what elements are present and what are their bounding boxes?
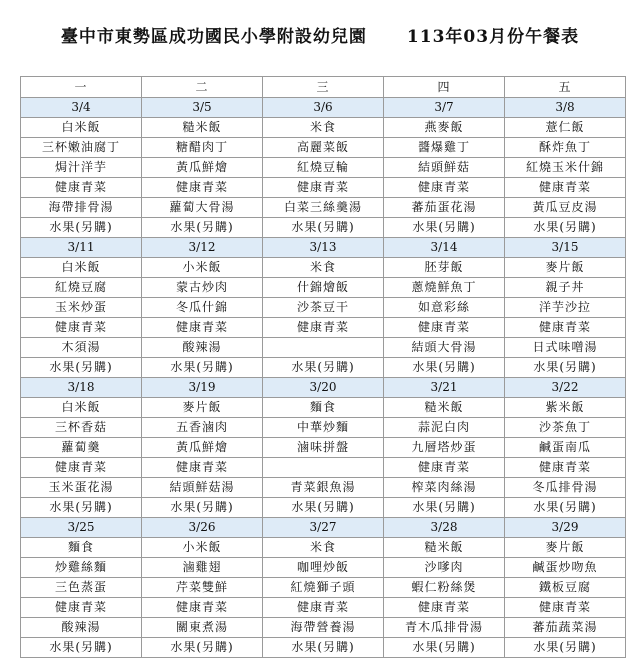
menu-row bbox=[21, 598, 626, 618]
menu-item: 蒜泥白肉 bbox=[384, 418, 505, 438]
menu-item: 水果(另購) bbox=[505, 498, 626, 518]
menu-item: 蕃茄蛋花湯 bbox=[384, 198, 505, 218]
menu-item: 水果(另購) bbox=[21, 638, 142, 658]
menu-row bbox=[21, 118, 626, 138]
menu-item: 小米飯 bbox=[142, 258, 263, 278]
menu-item: 健康青菜 bbox=[142, 458, 263, 478]
menu-item: 鐵板豆腐 bbox=[505, 578, 626, 598]
menu-item: 水果(另購) bbox=[384, 498, 505, 518]
date-row bbox=[21, 98, 626, 118]
menu-item: 蘿蔔大骨湯 bbox=[142, 198, 263, 218]
menu-item: 白菜三絲羹湯 bbox=[263, 198, 384, 218]
menu-item: 水果(另購) bbox=[263, 638, 384, 658]
menu-item: 玉米炒蛋 bbox=[21, 298, 142, 318]
menu-row bbox=[21, 318, 626, 338]
menu-item: 水果(另購) bbox=[263, 498, 384, 518]
menu-item: 胚芽飯 bbox=[384, 258, 505, 278]
menu-item: 健康青菜 bbox=[384, 458, 505, 478]
menu-item: 沙嗲肉 bbox=[384, 558, 505, 578]
weekday-header: 三 bbox=[263, 77, 384, 98]
menu-item: 水果(另購) bbox=[384, 638, 505, 658]
menu-item: 鹹蛋南瓜 bbox=[505, 438, 626, 458]
menu-item: 三杯香菇 bbox=[21, 418, 142, 438]
date-row bbox=[21, 518, 626, 538]
date-cell: 3/20 bbox=[263, 378, 384, 398]
menu-item: 蘿蔔羹 bbox=[21, 438, 142, 458]
date-cell: 3/26 bbox=[142, 518, 263, 538]
menu-item: 滷雞翅 bbox=[142, 558, 263, 578]
menu-item: 糖醋肉丁 bbox=[142, 138, 263, 158]
date-cell: 3/13 bbox=[263, 238, 384, 258]
menu-item: 水果(另購) bbox=[142, 638, 263, 658]
menu-item: 青菜銀魚湯 bbox=[263, 478, 384, 498]
menu-item: 麵食 bbox=[21, 538, 142, 558]
menu-item: 酥炸魚丁 bbox=[505, 138, 626, 158]
menu-item: 健康青菜 bbox=[142, 178, 263, 198]
date-cell: 3/7 bbox=[384, 98, 505, 118]
menu-item: 酸辣湯 bbox=[142, 338, 263, 358]
weekday-header: 五 bbox=[505, 77, 626, 98]
date-cell: 3/27 bbox=[263, 518, 384, 538]
menu-item: 水果(另購) bbox=[142, 218, 263, 238]
menu-item: 九層塔炒蛋 bbox=[384, 438, 505, 458]
menu-item: 蔥燒鮮魚丁 bbox=[384, 278, 505, 298]
menu-item: 三色蒸蛋 bbox=[21, 578, 142, 598]
menu-item: 紅燒玉米什錦 bbox=[505, 158, 626, 178]
menu-item: 健康青菜 bbox=[21, 598, 142, 618]
menu-item: 沙茶豆干 bbox=[263, 298, 384, 318]
menu-item: 水果(另購) bbox=[384, 218, 505, 238]
page-title bbox=[0, 22, 640, 47]
weekday-header-row bbox=[21, 77, 626, 98]
menu-item: 白米飯 bbox=[21, 258, 142, 278]
menu-row bbox=[21, 618, 626, 638]
date-cell: 3/15 bbox=[505, 238, 626, 258]
date-cell: 3/14 bbox=[384, 238, 505, 258]
menu-row bbox=[21, 578, 626, 598]
menu-item: 麥片飯 bbox=[505, 258, 626, 278]
date-cell: 3/11 bbox=[21, 238, 142, 258]
weekday-header: 四 bbox=[384, 77, 505, 98]
menu-item: 健康青菜 bbox=[263, 318, 384, 338]
menu-item: 什錦燴飯 bbox=[263, 278, 384, 298]
menu-item: 滷味拼盤 bbox=[263, 438, 384, 458]
date-cell: 3/22 bbox=[505, 378, 626, 398]
menu-row bbox=[21, 458, 626, 478]
menu-item: 水果(另購) bbox=[505, 638, 626, 658]
menu-item: 水果(另購) bbox=[21, 498, 142, 518]
menu-item: 米食 bbox=[263, 258, 384, 278]
menu-item: 結頭鮮菇 bbox=[384, 158, 505, 178]
menu-item: 健康青菜 bbox=[142, 318, 263, 338]
menu-item: 冬瓜什錦 bbox=[142, 298, 263, 318]
menu-item: 蝦仁粉絲煲 bbox=[384, 578, 505, 598]
date-cell: 3/18 bbox=[21, 378, 142, 398]
menu-item: 蒙古炒肉 bbox=[142, 278, 263, 298]
menu-item: 五香滷肉 bbox=[142, 418, 263, 438]
menu-item: 黃瓜鮮燴 bbox=[142, 438, 263, 458]
date-cell: 3/5 bbox=[142, 98, 263, 118]
menu-body bbox=[21, 77, 626, 658]
menu-item: 米食 bbox=[263, 118, 384, 138]
menu-item: 水果(另購) bbox=[263, 218, 384, 238]
menu-item: 健康青菜 bbox=[21, 318, 142, 338]
menu-item: 黃瓜鮮燴 bbox=[142, 158, 263, 178]
date-cell: 3/12 bbox=[142, 238, 263, 258]
date-row bbox=[21, 238, 626, 258]
menu-row bbox=[21, 178, 626, 198]
menu-item: 醬爆雞丁 bbox=[384, 138, 505, 158]
menu-item: 水果(另購) bbox=[263, 358, 384, 378]
menu-row bbox=[21, 198, 626, 218]
menu-item: 日式味噌湯 bbox=[505, 338, 626, 358]
menu-item: 健康青菜 bbox=[384, 178, 505, 198]
menu-row bbox=[21, 438, 626, 458]
menu-row bbox=[21, 138, 626, 158]
date-cell: 3/8 bbox=[505, 98, 626, 118]
menu-item: 蕃茄蔬菜湯 bbox=[505, 618, 626, 638]
menu-item: 健康青菜 bbox=[142, 598, 263, 618]
menu-item: 親子丼 bbox=[505, 278, 626, 298]
menu-item: 燕麥飯 bbox=[384, 118, 505, 138]
date-cell: 3/19 bbox=[142, 378, 263, 398]
menu-item: 榨菜肉絲湯 bbox=[384, 478, 505, 498]
menu-item: 健康青菜 bbox=[263, 178, 384, 198]
menu-item: 咖哩炒飯 bbox=[263, 558, 384, 578]
menu-row bbox=[21, 258, 626, 278]
menu-item: 中華炒麵 bbox=[263, 418, 384, 438]
menu-item: 麥片飯 bbox=[505, 538, 626, 558]
menu-item: 紅燒獅子頭 bbox=[263, 578, 384, 598]
weekday-header: 一 bbox=[21, 77, 142, 98]
date-cell: 3/29 bbox=[505, 518, 626, 538]
menu-item: 結頭大骨湯 bbox=[384, 338, 505, 358]
menu-item: 小米飯 bbox=[142, 538, 263, 558]
menu-item: 糙米飯 bbox=[384, 538, 505, 558]
lunch-menu-table bbox=[20, 76, 626, 658]
menu-item: 三杯嫩油腐丁 bbox=[21, 138, 142, 158]
menu-item: 健康青菜 bbox=[384, 318, 505, 338]
menu-item: 麵食 bbox=[263, 398, 384, 418]
menu-row bbox=[21, 638, 626, 658]
menu-item: 海帶營養湯 bbox=[263, 618, 384, 638]
menu-row bbox=[21, 398, 626, 418]
menu-item: 鹹蛋炒吻魚 bbox=[505, 558, 626, 578]
menu-item: 紫米飯 bbox=[505, 398, 626, 418]
menu-row bbox=[21, 418, 626, 438]
menu-item: 紅燒豆腐 bbox=[21, 278, 142, 298]
date-cell: 3/28 bbox=[384, 518, 505, 538]
menu-item: 沙茶魚丁 bbox=[505, 418, 626, 438]
menu-item: 糙米飯 bbox=[142, 118, 263, 138]
menu-item: 白米飯 bbox=[21, 398, 142, 418]
menu-item: 健康青菜 bbox=[505, 318, 626, 338]
menu-row bbox=[21, 298, 626, 318]
menu-item bbox=[263, 338, 384, 358]
menu-row bbox=[21, 558, 626, 578]
menu-item: 黃瓜豆皮湯 bbox=[505, 198, 626, 218]
menu-item: 高麗菜飯 bbox=[263, 138, 384, 158]
menu-item: 水果(另購) bbox=[505, 218, 626, 238]
date-cell: 3/21 bbox=[384, 378, 505, 398]
menu-month: 113年03月份午餐表 bbox=[406, 27, 580, 47]
menu-item: 水果(另購) bbox=[142, 498, 263, 518]
menu-item: 如意彩絲 bbox=[384, 298, 505, 318]
menu-item: 酸辣湯 bbox=[21, 618, 142, 638]
weekday-header: 二 bbox=[142, 77, 263, 98]
menu-item: 關東煮湯 bbox=[142, 618, 263, 638]
menu-row bbox=[21, 278, 626, 298]
menu-item: 水果(另購) bbox=[21, 358, 142, 378]
menu-item: 芹菜雙鮮 bbox=[142, 578, 263, 598]
menu-row bbox=[21, 538, 626, 558]
menu-row bbox=[21, 358, 626, 378]
menu-item: 冬瓜排骨湯 bbox=[505, 478, 626, 498]
menu-item: 水果(另購) bbox=[384, 358, 505, 378]
menu-item: 健康青菜 bbox=[505, 598, 626, 618]
menu-item: 健康青菜 bbox=[21, 458, 142, 478]
menu-item: 水果(另購) bbox=[21, 218, 142, 238]
menu-row bbox=[21, 478, 626, 498]
menu-row bbox=[21, 158, 626, 178]
menu-item: 麥片飯 bbox=[142, 398, 263, 418]
menu-item: 結頭鮮菇湯 bbox=[142, 478, 263, 498]
date-cell: 3/4 bbox=[21, 98, 142, 118]
menu-item: 水果(另購) bbox=[505, 358, 626, 378]
menu-row bbox=[21, 218, 626, 238]
menu-item: 糙米飯 bbox=[384, 398, 505, 418]
menu-item: 健康青菜 bbox=[505, 178, 626, 198]
menu-item: 白米飯 bbox=[21, 118, 142, 138]
menu-row bbox=[21, 498, 626, 518]
menu-item: 海帶排骨湯 bbox=[21, 198, 142, 218]
menu-item: 青木瓜排骨湯 bbox=[384, 618, 505, 638]
menu-item: 薏仁飯 bbox=[505, 118, 626, 138]
menu-item: 健康青菜 bbox=[21, 178, 142, 198]
menu-item: 健康青菜 bbox=[384, 598, 505, 618]
date-row bbox=[21, 378, 626, 398]
date-cell: 3/25 bbox=[21, 518, 142, 538]
menu-item bbox=[263, 458, 384, 478]
menu-item: 米食 bbox=[263, 538, 384, 558]
menu-item: 洋芋沙拉 bbox=[505, 298, 626, 318]
school-name: 臺中市東勢區成功國民小學附設幼兒園 bbox=[60, 27, 367, 47]
menu-item: 焗汁洋芋 bbox=[21, 158, 142, 178]
menu-item: 健康青菜 bbox=[263, 598, 384, 618]
menu-item: 炒雞絲麵 bbox=[21, 558, 142, 578]
menu-item: 玉米蛋花湯 bbox=[21, 478, 142, 498]
menu-row bbox=[21, 338, 626, 358]
menu-item: 水果(另購) bbox=[142, 358, 263, 378]
menu-item: 木須湯 bbox=[21, 338, 142, 358]
menu-item: 紅燒豆輪 bbox=[263, 158, 384, 178]
date-cell: 3/6 bbox=[263, 98, 384, 118]
menu-item: 健康青菜 bbox=[505, 458, 626, 478]
